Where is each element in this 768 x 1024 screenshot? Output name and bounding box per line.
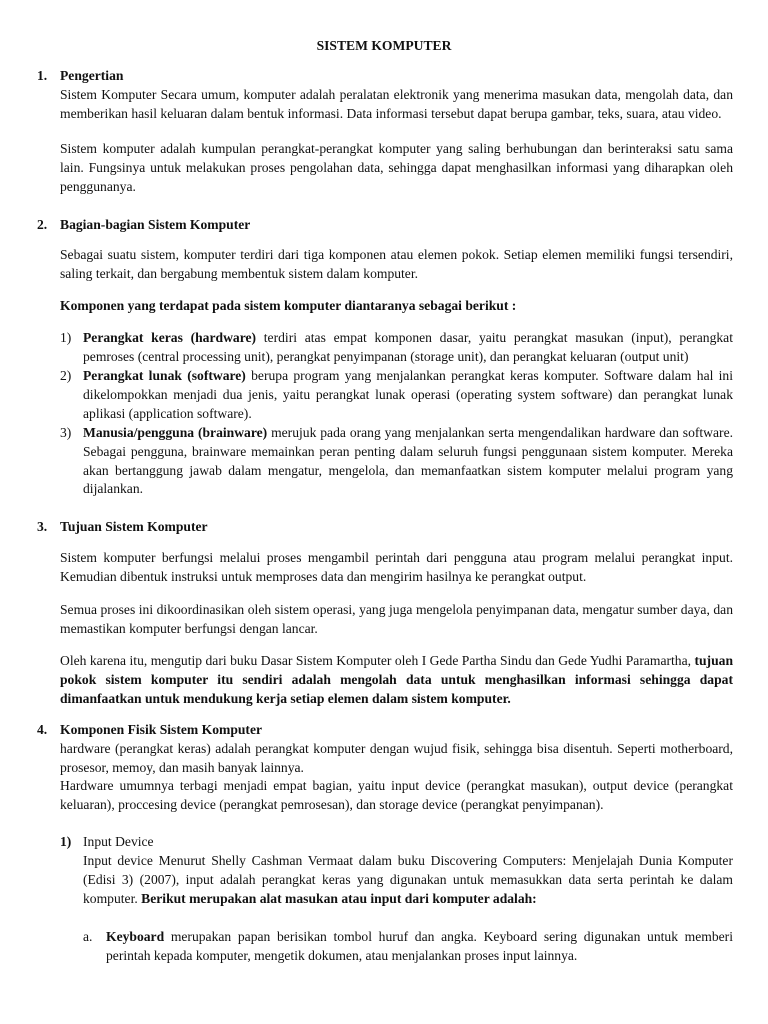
paragraph: Oleh karena itu, mengutip dari buku Dasar Sistem Komputer oleh I Gede Partha Sindu dan Gede Yudhi Paramartha, tujuan pokok sistem komputer itu sendiri adalah mengolah data untuk menghasilkan informasi sehingga dapat dimanfaatkan untuk mendukung kerja setiap elemen dalam sistem komputer. (60, 653, 733, 706)
list-item: 2) Perangkat lunak (software) berupa program yang menjalankan perangkat keras komputer. Software dalam hal ini dikelompokkan menjadi dua jenis, yaitu perangkat lunak operasi (operating system software) dan perangkat lunak aplikasi (application software). (60, 368, 733, 421)
list-item: 3) Manusia/pengguna (brainware) merujuk pada orang yang menjalankan serta mengendalikan hardware dan software. Sebagai pengguna, brainware memainkan peran penting dalam seluruh fungsi penggunaan sistem komputer. Mereka akan bertanggung jawab dalam mengatur, mengelola, dan memanfaatkan sistem komputer melalui program yang dijalankan. (60, 425, 733, 497)
section-heading-bagian: 2. Bagian-bagian Sistem Komputer (37, 217, 251, 232)
paragraph: Sebagai suatu sistem, komputer terdiri dari tiga komponen atau elemen pokok. Setiap elemen memiliki fungsi tersendiri, saling terkait, dan bergabung membentuk sistem dalam komputer. (60, 247, 733, 281)
sub-section-input-device: 1) Input Device (60, 833, 733, 852)
paragraph-bold: Komponen yang terdapat pada sistem komputer diantaranya sebagai berikut : (60, 298, 517, 313)
paragraph: Hardware umumnya terbagi menjadi empat bagian, yaitu input device (perangkat masukan), output device (perangkat keluaran), proccesing device (perangkat pemrosesan), dan storage device (perangkat penyimpanan). (60, 778, 733, 812)
document-title: SISTEM KOMPUTER (316, 38, 452, 53)
list-item: 1) Perangkat keras (hardware) terdiri atas empat komponen dasar, yaitu perangkat masukan (input), perangkat pemroses (central processing unit), perangkat penyimpanan (storage unit), dan perangkat keluaran (output unit) (60, 330, 733, 364)
sub-section-heading: Input Device (83, 834, 154, 849)
section-heading-tujuan: 3. Tujuan Sistem Komputer (37, 519, 208, 534)
paragraph: Semua proses ini dikoordinasikan oleh sistem operasi, yang juga mengelola penyimpanan data, mengatur sumber daya, dan memastikan komputer berfungsi dengan lancar. (60, 602, 733, 636)
paragraph: Sistem komputer adalah kumpulan perangkat-perangkat komputer yang saling berhubungan dan berinteraksi satu sama lain. Fungsinya untuk melakukan proses pengolahan data, sehingga dapat menghasilkan informasi yang diharapkan oleh penggunanya. (60, 141, 733, 194)
section-heading-komponen-fisik: 4. Komponen Fisik Sistem Komputer (37, 722, 263, 737)
section-heading-pengertian: 1. Pengertian (37, 68, 124, 83)
paragraph: Sistem Komputer Secara umum, komputer adalah peralatan elektronik yang menerima masukan data, mengolah data, dan memberikan hasil keluaran dalam bentuk informasi. Data informasi tersebut dapat berupa gambar, teks, suara, atau video. (60, 87, 733, 121)
list-item: a. Keyboard merupakan papan berisikan tombol huruf dan angka. Keyboard sering digunakan untuk memberi perintah kepada komputer, mengetik dokumen, atau menjalankan proses input lainnya. (83, 929, 733, 963)
paragraph: Sistem komputer berfungsi melalui proses mengambil perintah dari pengguna atau program melalui perangkat input. Kemudian dibentuk instruksi untuk memproses data dan mengirim hasilnya ke perangkat output. (60, 550, 733, 584)
paragraph: Input device Menurut Shelly Cashman Vermaat dalam buku Discovering Computers: Menjelajah Dunia Komputer (Edisi 3) (2007), input adalah perangkat keras yang digunakan untuk memasukkan data serta perintah ke dalam komputer. Berikut merupakan alat masukan atau input dari komputer adalah: (83, 853, 733, 906)
paragraph: hardware (perangkat keras) adalah perangkat komputer dengan wujud fisik, sehingga bisa disentuh. Seperti motherboard, prosesor, memoy, dan masih banyak lainnya. (60, 741, 733, 775)
